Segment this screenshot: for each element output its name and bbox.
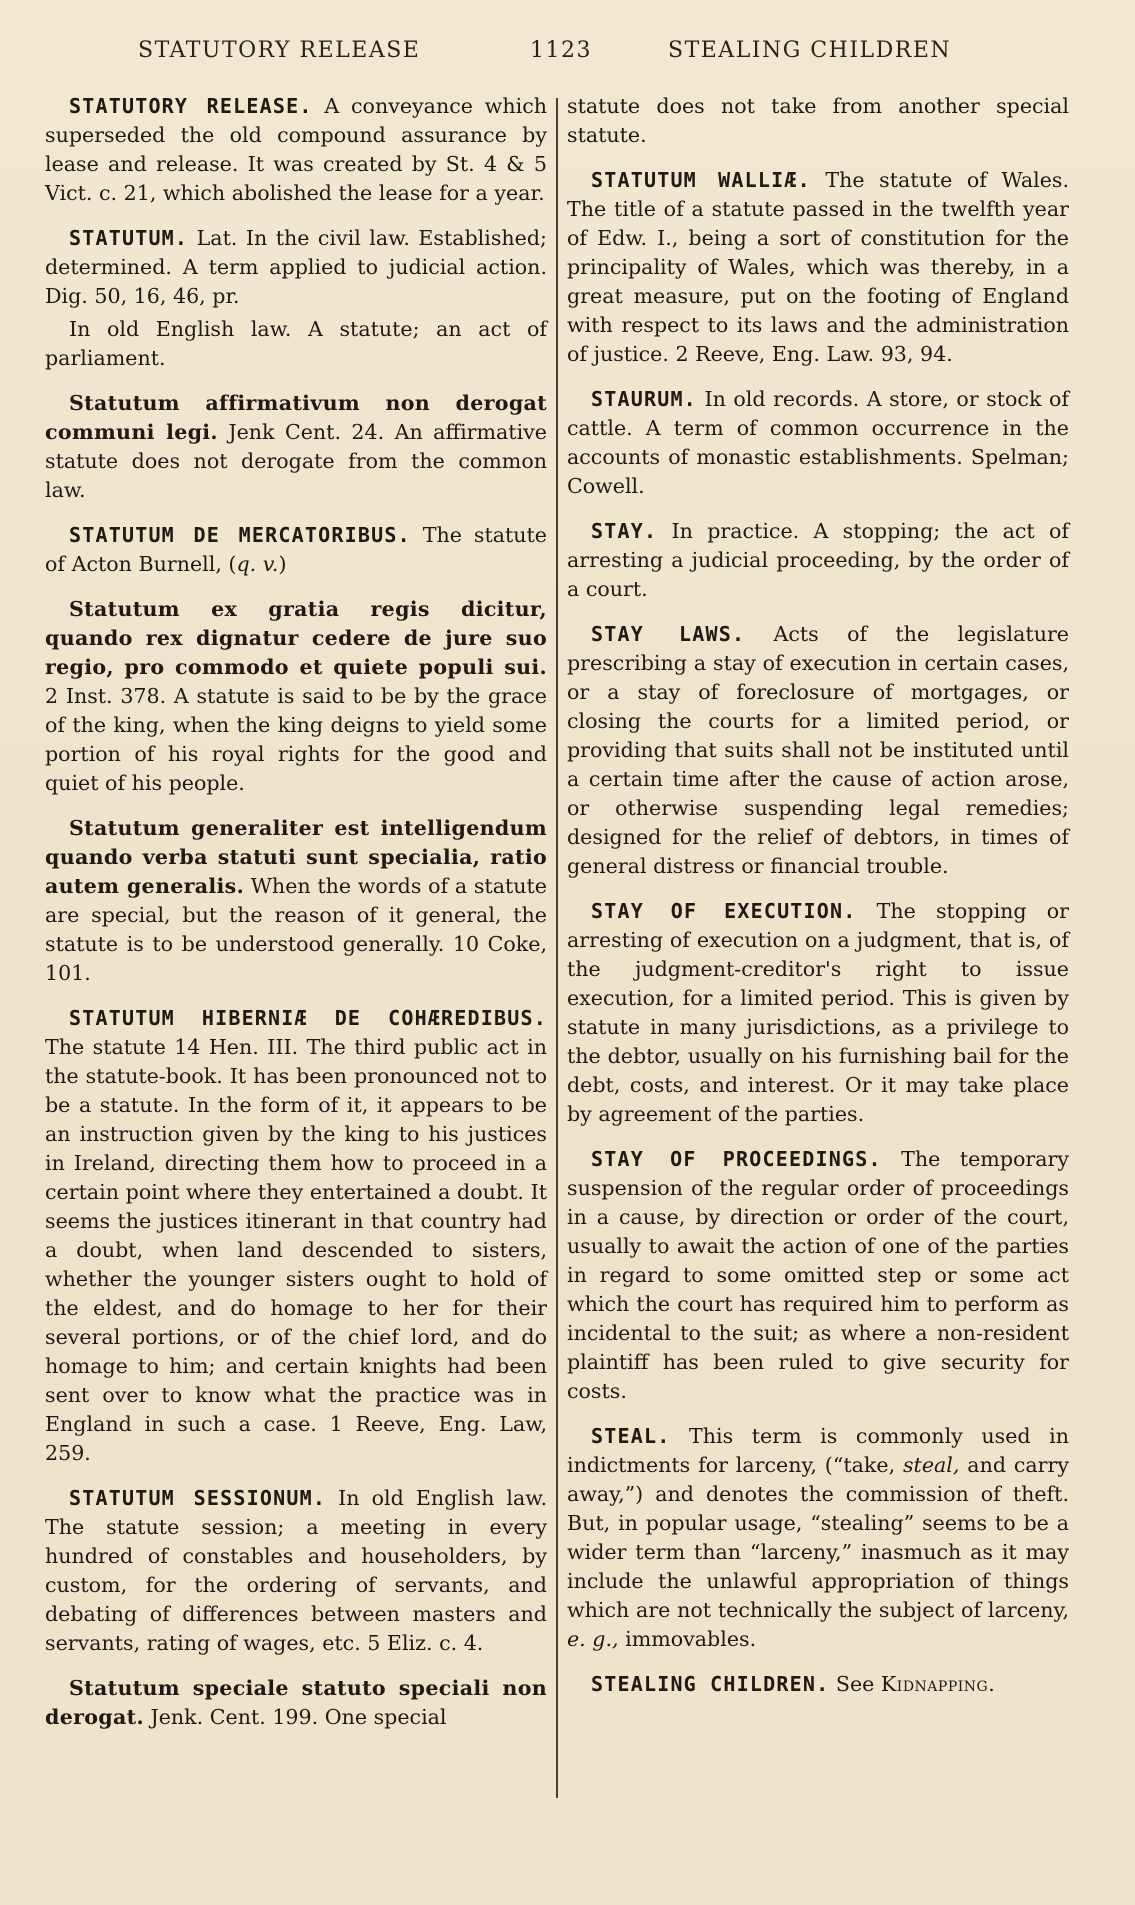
entry-statutory-release [45,92,547,208]
entry-stay-laws [567,620,1069,881]
entry-headword: STAY. [591,519,658,543]
left-column [45,92,547,1748]
running-head-left: STATUTORY RELEASE [138,38,421,63]
entry-definition: statute does not take from another special statute. [567,94,1069,147]
entry-definition: Lat. In the civil law. Established; determined. A term applied to judicial action. Dig. 50, 16, 46, pr. [45,226,547,308]
entry-statutum-sessionum [45,1484,547,1658]
continued-text [567,92,1069,150]
entry-headword: STEALING CHILDREN. [591,1672,830,1696]
entry-staurum [567,385,1069,501]
maxim-text: Statutum affirmativum non derogat communi legi. [45,391,547,444]
entry-headword: STATUTORY RELEASE. [69,94,313,118]
entry-definition: See [829,1672,881,1696]
entry-definition: In old records. A store, or stock of cattle. A term of common occurrence in the accounts of monastic establishments. Spelman; Cowell. [567,387,1069,498]
entry-headword: STAY OF EXECUTION. [591,899,857,923]
entry-statutum [45,224,547,311]
maxim-statutum-affirmativum [45,389,547,505]
maxim-statutum-ex-gratia [45,595,547,798]
entry-definition: The statute of Acton Burnell, ( [45,523,547,576]
italic-term: steal, [902,1453,960,1477]
maxim-text: Statutum speciale statuto speciali non derogat. [45,1676,547,1729]
page-number: 1123 [530,38,592,63]
maxim-translation: 2 Inst. 378. A statute is said to be by the grace of the king, when the king deigns to yield some portion of his royal rights for the good and quiet of his people. [45,684,547,795]
entry-headword: STAURUM. [591,387,697,411]
entry-definition: A conveyance which superseded the old compound assurance by lease and release. It was created by St. 4 & 5 Vict. c. 21, which abolished the lease for a year. [45,94,547,205]
entry-definition: In practice. A stopping; the act of arresting a judicial proceeding, by the order of a court. [567,519,1069,601]
entry-definition: In old English law. A statute; an act of parliament. [45,317,547,370]
italic-abbreviation: e. g., [567,1627,619,1651]
entry-statutum-hiberniae [45,1004,547,1468]
entry-headword: STATUTUM WALLIÆ. [591,168,811,192]
entry-statutum-sense-2 [45,315,547,373]
entry-stay [567,517,1069,604]
entry-definition: In old English law. The statute session; a meeting in every hundred of constables and householders, by custom, for the ordering of servants, and debating of differences between masters and servants, rating of wages, etc. 5 Eliz. c. 4. [45,1486,547,1655]
maxim-translation: When the words of a statute are special, but the reason of it general, the statute is to be understood generally. 10 Coke, 101. [45,874,547,985]
entry-headword: STATUTUM HIBERNIÆ DE COHÆREDIBUS. [69,1006,547,1030]
entry-definition: and carry away,”) and denotes the commission of theft. But, in popular usage, “stealing” seems to be a wider term than “larceny,” inasmuch as it may include the unlawful appropriation of things which are not technically the subject of larceny, [567,1453,1069,1622]
entry-definition-end: immovables. [618,1627,757,1651]
entry-definition: The statute of Wales. The title of a statute passed in the twelfth year of Edw. I., being a sort of constitution for the principality of Wales, which was thereby, in a great measure, put on the footing of England with respect to its laws and the administration of justice. 2 Reeve, Eng. Law. 93, 94. [567,168,1069,366]
entry-stay-of-execution [567,897,1069,1129]
cross-reference: Kidnapping. [880,1672,996,1696]
maxim-translation: Jenk Cent. 24. An affirmative statute does not derogate from the common law. [45,420,547,502]
entry-steal [567,1422,1069,1654]
right-column [567,92,1069,1715]
entry-definition: This term is commonly used in indictments for larceny, (“take, [567,1424,1069,1477]
maxim-text: Statutum ex gratia regis dicitur, quando rex dignatur cedere de jure suo regio, pro commodo et quiete populi sui. [45,597,547,679]
entry-stay-of-proceedings [567,1145,1069,1406]
entry-statutum-walliae [567,166,1069,369]
running-head [0,38,1135,70]
entry-headword: STATUTUM. [69,226,189,250]
entry-definition: The temporary suspension of the regular order of proceedings in a cause, by direction or order of the court, usually to await the action of one of the parties in regard to some omitted step or some act which the court has required him to perform as incidental to the suit; as where a non-resident plaintiff has been ruled to give security for costs. [567,1147,1069,1403]
maxim-translation: Jenk. Cent. 199. One special [143,1705,447,1729]
entry-headword: STAY OF PROCEEDINGS. [591,1147,882,1171]
maxim-statutum-generaliter [45,814,547,988]
running-head-right: STEALING CHILDREN [668,38,952,63]
entry-headword: STATUTUM SESSIONUM. [69,1486,327,1510]
entry-statutum-de-mercatoribus [45,521,547,579]
entry-definition: The stopping or arresting of execution on a judgment, that is, of the judgment-creditor's right to issue execution, for a limited period. This is given by statute in many jurisdictions, as a privilege to the debtor, usually on his furnishing bail for the debt, costs, and interest. Or it may take place by agreement of the parties. [567,899,1069,1126]
column-divider [556,98,558,1798]
entry-headword: STATUTUM DE MERCATORIBUS. [69,523,411,547]
cross-reference: q. v. [236,552,279,576]
entry-definition: Acts of the legislature prescribing a stay of execution in certain cases, or a stay of foreclosure of mortgages, or closing the courts for a limited period, or providing that suits shall not be instituted until a certain time after the cause of action arose, or otherwise suspending legal remedies; designed for the relief of debtors, in times of general distress or financial trouble. [567,622,1069,878]
maxim-text: Statutum generaliter est intelligendum quando verba statuti sunt specialia, ratio autem generalis. [45,816,547,898]
maxim-statutum-speciale [45,1674,547,1732]
entry-headword: STAY LAWS. [591,622,746,646]
entry-definition: The statute 14 Hen. III. The third public act in the statute-book. It has been pronounced not to be a statute. In the form of it, it appears to be an instruction given by the king to his justices in Ireland, directing them how to proceed in a certain point where they entertained a doubt. It seems the justices itinerant in that country had a doubt, when land descended to sisters, whether the younger sisters ought to hold of the eldest, and do homage to her for their several portions, or of the chief lord, and do homage to him; and certain knights had been sent over to know what the practice was in England in such a case. 1 Reeve, Eng. Law, 259. [45,1035,547,1465]
entry-headword: STEAL. [591,1424,671,1448]
entry-definition-end: ) [278,552,287,576]
entry-stealing-children [567,1670,1069,1699]
